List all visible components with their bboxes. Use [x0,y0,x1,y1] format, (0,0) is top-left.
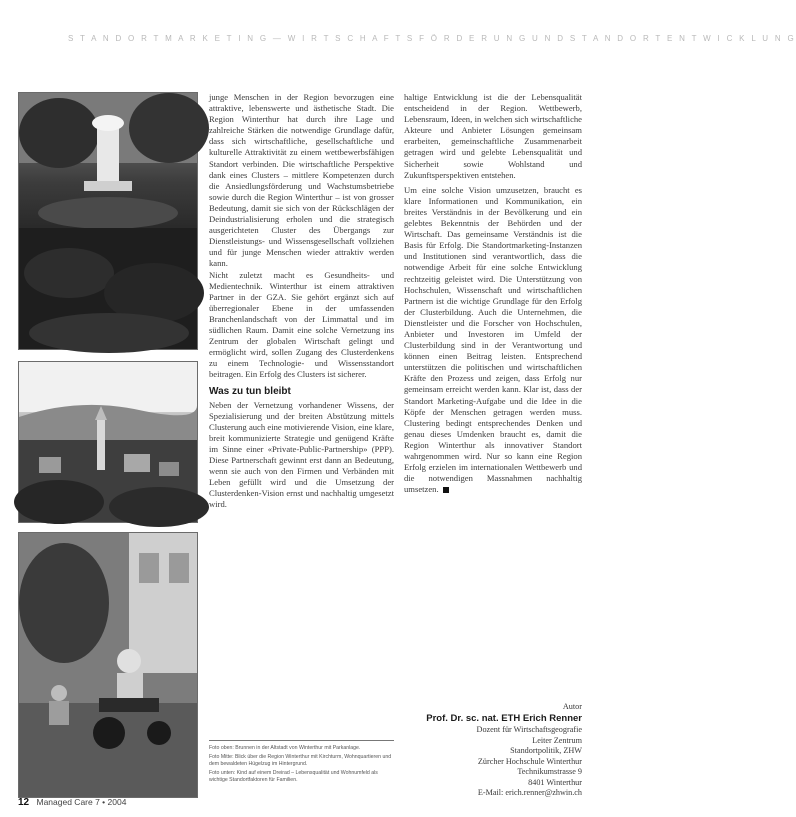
author-line: Zürcher Hochschule Winterthur [477,756,582,766]
page-footer [18,797,126,808]
author-line: Dozent für Wirtschaftsgeografie [476,725,582,734]
author-line: Standortpolitik, ZHW [510,746,582,755]
author-email: E-Mail: erich.renner@zhwin.ch [477,788,582,797]
author-label: Autor [562,702,582,711]
body-paragraph: Um eine solche Vision umzusetzen, braucht es klare Informationen und Kommunikation, ein breites Verständnis in der Bevölkerung und ein gelebtes Bekenntnis der Behörden und der Wirtschaft. Das gemeinsame Verständnis ist die Basis für Erfolg. Die Standortmarketing-Instanzen und Institutionen sind verantwortlich, dass die notwendige Arbeit für eine solche Entwicklung rechtzeitig geleistet wird. Die Unterstützung von Hochschulen, Wissenschaft und wirtschaftlichen Partnern ist die wichtige Grundlage für den Erfolg der Clusterbildung. Auch die Unternehmen, die Dienstleister und die Forscher von Hochschulen, Anbieter und Investoren im Umfeld der Clusterbildung sind in der Verantwortung und können einen Beitrag leisten. Entsprechend unterstützen die politischen und wirtschaftlichen Kräfte den Prozess und zeigen, dass Erfolg nur gemeinsam erreicht werden kann. Klar ist, dass der Standort Marketing-Aufgabe und die Idee in die Köpfe der Menschen getragen werden muss. Clustering bedingt entsprechendes Denken und genau dieses Umdenken braucht es, damit die Region Winterthur als innovativer Standort wahrgenommen wird. Nur so kann eine Region Erfolg erzielen im internationalen Wettbewerb und die notwendigen Massnahmen nachhaltig umsetzen. [404,184,582,495]
photo-winterthur-panorama [18,361,198,523]
child-scene-image [19,533,197,797]
body-paragraph: Nicht zuletzt macht es Gesundheits- und Medientechnik. Winterthur ist einem attraktiven Partner in der GZA. Sie gehört ergänzt sich auf überregionaler Ebene in der umfassenden Branchenlandschaft von der Limmattal und im südlichen Raum. Damit eine solche Vernetzung ins Zentrum der globalen Wirtschaft gelingt und ermöglicht wird, sollen Zugang des Clusterdenkens zu einem Technologie- und Wissensstandort beitragen. Ein Erfolg des Clusters ist sicherer. [209,269,394,380]
fountain-scene-image [19,93,197,349]
caption-top: Foto oben: Brunnen in der Altstadt von Winterthur mit Parkanlage. [209,745,361,751]
photo-fountain-garden [18,92,198,350]
photo-captions [209,740,394,786]
author-name: Prof. Dr. sc. nat. ETH Erich Renner [426,712,582,724]
body-paragraph: Neben der Vernetzung vorhandener Wissens, der Spezialisierung und der breiten Abstützung mittels Clusterung auch eine motivierende Vision, eine klare, breit kommunizierte Strategie und genügend Kräfte im Sinne einer «Private-Public-Partnership» (PPP). Diese Partnerschaft gewinnt erst dann an Bedeutung, wenn sie auch von den Firmen und Verbänden mit Leben gefüllt wird und die Umsetzung der Clusterdenken-Vision ernst und nachhaltig umgesetzt wird. [209,399,394,510]
author-line: Technikumstrasse 9 [517,767,582,776]
end-of-article-mark [443,487,449,493]
author-line: 8401 Winterthur [528,777,582,787]
caption-middle: Foto Mitte: Blick über die Region Winterthur mit Kirchturm, Wohnquartieren und dem bewaldeten Hügelzug im Hintergrund. [209,754,392,767]
author-line: Leiter Zentrum [532,735,582,745]
page-number: 12 [18,797,30,808]
publication-name: Managed Care 7 • 2004 [36,797,127,807]
caption-bottom: Foto unten: Kind auf einem Dreirad – Lebensqualität und Wohnumfeld als wichtige Standortfaktoren für Familien. [209,770,378,783]
running-head: S T A N D O R T M A R K E T I N G — W I R T S C H A F T S F Ö R D E R U N G U N D S T A N D O R T E N T W I C K L U N G [68,34,796,43]
body-paragraph: junge Menschen in der Region bevorzugen eine attraktive, lebenswerte und ästhetische Stadt. Die Region Winterthur hat durch ihre Lage und zahlreiche Stärken die notwendige Grundlage dafür, dass sich wirtschaftliche, gesellschaftliche und kulturelle Attraktivität zu einem wettbewerbsfähigen Standort verbinden. Die wirtschaftliche Perspektive dank eines Clusters – mittlere Kompetenzen durch die Ansiedlungsförderung und Wachstumsbetriebe sowie durch die Region Winterthur – ist von grosser Bedeutung, damit sie sich von der Rückschlägen der Deindustrialisierung erholen und die strategisch ausgerichteten Cluster des Übergangs zur Dienstleistungs- und Wissensgesellschaft vollziehen und für junge Menschen wieder attraktiv werden kann. [209,92,394,269]
article-column-middle [209,92,394,510]
article-column-right [404,92,582,495]
body-paragraph: haltige Entwicklung ist die der Lebensqualität entscheidend in der Region. Wettbewerb, Lebensraum, Ideen, in welchen sich wirtschaftliche Akteure und Anbieter Lösungen gemeinsam erarbeiten, gemeinschaftliche Zusammenarbeit getragen wird und gelebte Lebensqualität und Sicherheit sowie Wohlstand und Zukunftsperspektiven entstehen. [404,92,582,180]
photo-child-tricycle [18,532,198,798]
section-subheading: Was zu tun bleibt [209,386,291,398]
author-block [404,702,582,799]
page-header [0,0,796,58]
panorama-scene-image [19,362,197,522]
